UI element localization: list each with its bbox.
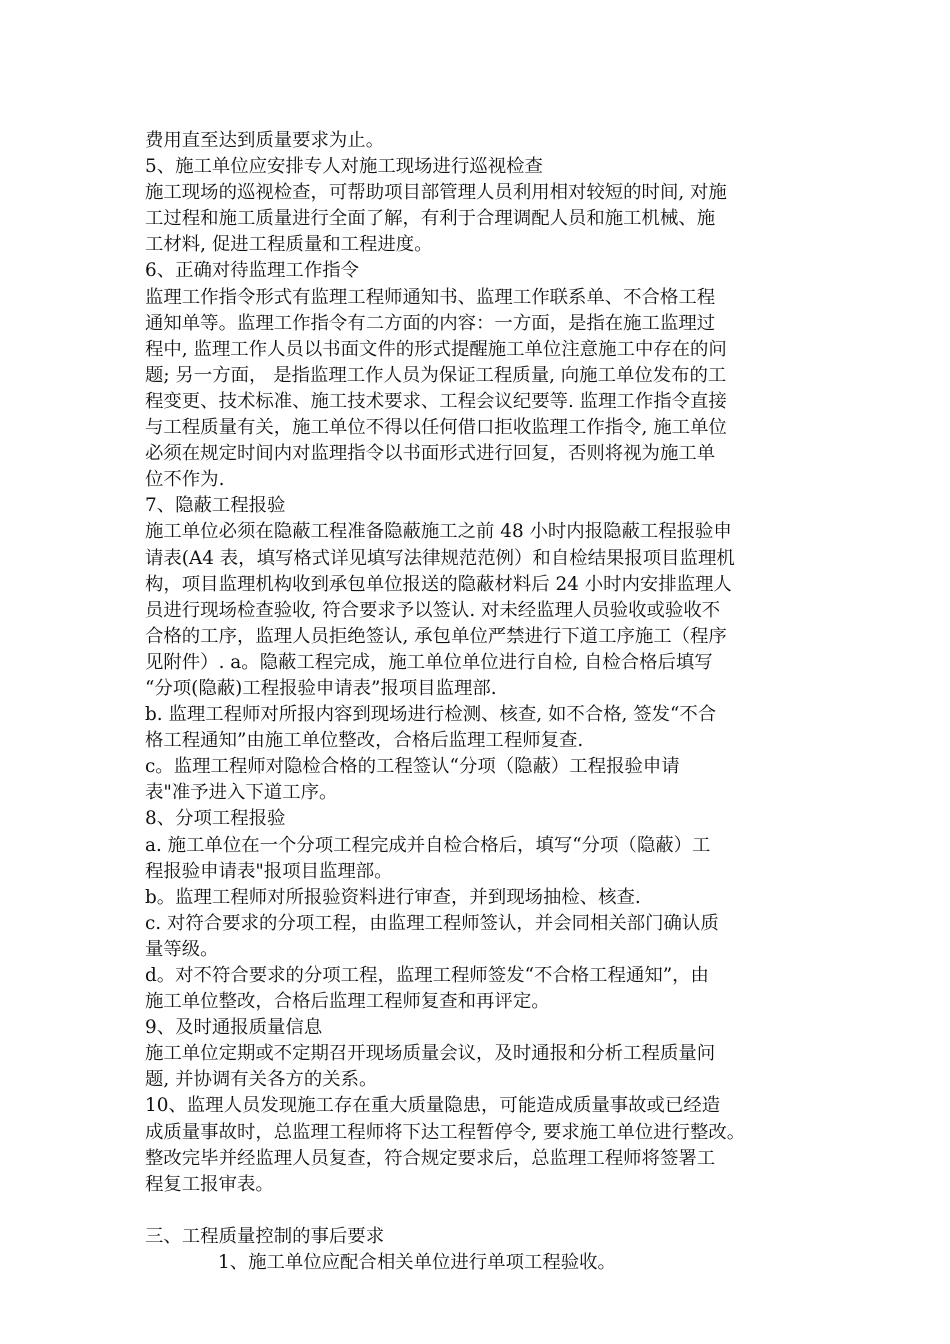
- text-line: 10、监理人员发现施工存在重大质量隐患，可能造成质量事故或已经造: [145, 1095, 721, 1117]
- text-line: 7、隐蔽工程报验: [145, 495, 286, 517]
- text-line: 通知单等。监理工作指令有二方面的内容：一方面，是指在施工监理过: [145, 312, 716, 334]
- section-item: 1、施工单位应配合相关单位进行单项工程验收。: [218, 1252, 616, 1274]
- text-line: 见附件）. a。隐蔽工程完成，施工单位单位进行自检, 自检合格后填写: [145, 651, 713, 673]
- text-line: 请表(A4 表，填写格式详见填写法律规范范例）和自检结果报项目监理机: [145, 547, 735, 569]
- text-line: d。对不符合要求的分项工程，监理工程师签发“不合格工程通知”，由: [145, 965, 709, 986]
- text-line: 成质量事故时，总监理工程师将下达工程暂停令, 要求施工单位进行整改。: [145, 1121, 746, 1143]
- text-line: 施工单位整改，合格后监理工程师复查和再评定。: [145, 991, 550, 1013]
- text-line: 构，项目监理机构收到承包单位报送的隐蔽材料后 24 小时内安排监理人: [145, 573, 732, 595]
- text-line: c。监理工程师对隐检合格的工程签认“分项（隐蔽）工程报验申请: [145, 756, 680, 778]
- text-line: b. 监理工程师对所报内容到现场进行检测、核查, 如不合格, 签发“不合: [145, 704, 717, 726]
- text-line: 费用直至达到质量要求为止。: [145, 130, 385, 151]
- blank-line: [145, 1198, 835, 1224]
- text-line: 必须在规定时间内对监理指令以书面形式进行回复，否则将视为施工单: [145, 443, 716, 465]
- text-line: 5、施工单位应安排专人对施工现场进行巡视检查: [145, 156, 543, 178]
- text-line: c. 对符合要求的分项工程，由监理工程师签认，并会同相关部门确认质: [145, 912, 719, 934]
- text-line: 员进行现场检查验收, 符合要求予以签认. 对未经监理人员验收或验收不: [145, 599, 721, 621]
- text-line: 题; 另一方面， 是指监理工作人员为保证工程质量, 向施工单位发布的工: [145, 364, 727, 386]
- text-line: 6、正确对待监理工作指令: [145, 260, 359, 282]
- text-line: 工过程和施工质量进行全面了解，有利于合理调配人员和施工机械、施: [145, 208, 716, 230]
- text-line: 合格的工序，监理人员拒绝签认, 承包单位严禁进行下道工序施工（程序: [145, 625, 727, 647]
- text-line: 工材料, 促进工程质量和工程进度。: [145, 234, 433, 256]
- text-line: “分项(隐蔽)工程报验申请表”报项目监理部.: [145, 677, 497, 699]
- text-line: 量等级。: [145, 938, 219, 960]
- text-line: 施工单位必须在隐蔽工程准备隐蔽施工之前 48 小时内报隐蔽工程报验申: [145, 521, 732, 543]
- text-line: 程复工报审表。: [145, 1173, 274, 1195]
- text-line: 程中, 监理工作人员以书面文件的形式提醒施工单位注意施工中存在的问: [145, 338, 727, 360]
- section-heading: 三、工程质量控制的事后要求: [145, 1225, 385, 1247]
- document-body: [145, 128, 835, 1198]
- text-line: 表"准予进入下道工序。: [145, 782, 338, 804]
- document-page: [145, 128, 835, 1276]
- text-line: a. 施工单位在一个分项工程完成并自检合格后，填写“分项（隐蔽）工: [145, 834, 711, 856]
- text-line: b。监理工程师对所报验资料进行审查，并到现场抽检、核查.: [145, 886, 641, 908]
- text-line: 施工单位定期或不定期召开现场质量会议，及时通报和分析工程质量问: [145, 1043, 716, 1065]
- text-line: 监理工作指令形式有监理工程师通知书、监理工作联系单、不合格工程: [145, 286, 716, 308]
- text-line: 程变更、技术标准、施工技术要求、工程会议纪要等. 监理工作指令直接: [145, 390, 727, 412]
- text-line: 整改完毕并经监理人员复查，符合规定要求后，总监理工程师将签署工: [145, 1147, 716, 1169]
- text-line: 程报验申请表"报项目监理部。: [145, 860, 393, 882]
- text-line: 施工现场的巡视检查，可帮助项目部管理人员利用相对较短的时间, 对施: [145, 182, 727, 204]
- text-line: 位不作为.: [145, 469, 225, 491]
- text-line: 9、及时通报质量信息: [145, 1017, 323, 1039]
- text-line: 题, 并协调有关各方的关系。: [145, 1069, 378, 1091]
- text-line: 格工程通知”由施工单位整改，合格后监理工程师复查.: [145, 730, 584, 752]
- text-line: 8、分项工程报验: [145, 808, 286, 830]
- text-line: 与工程质量有关，施工单位不得以任何借口拒收监理工作指令, 施工单位: [145, 417, 727, 439]
